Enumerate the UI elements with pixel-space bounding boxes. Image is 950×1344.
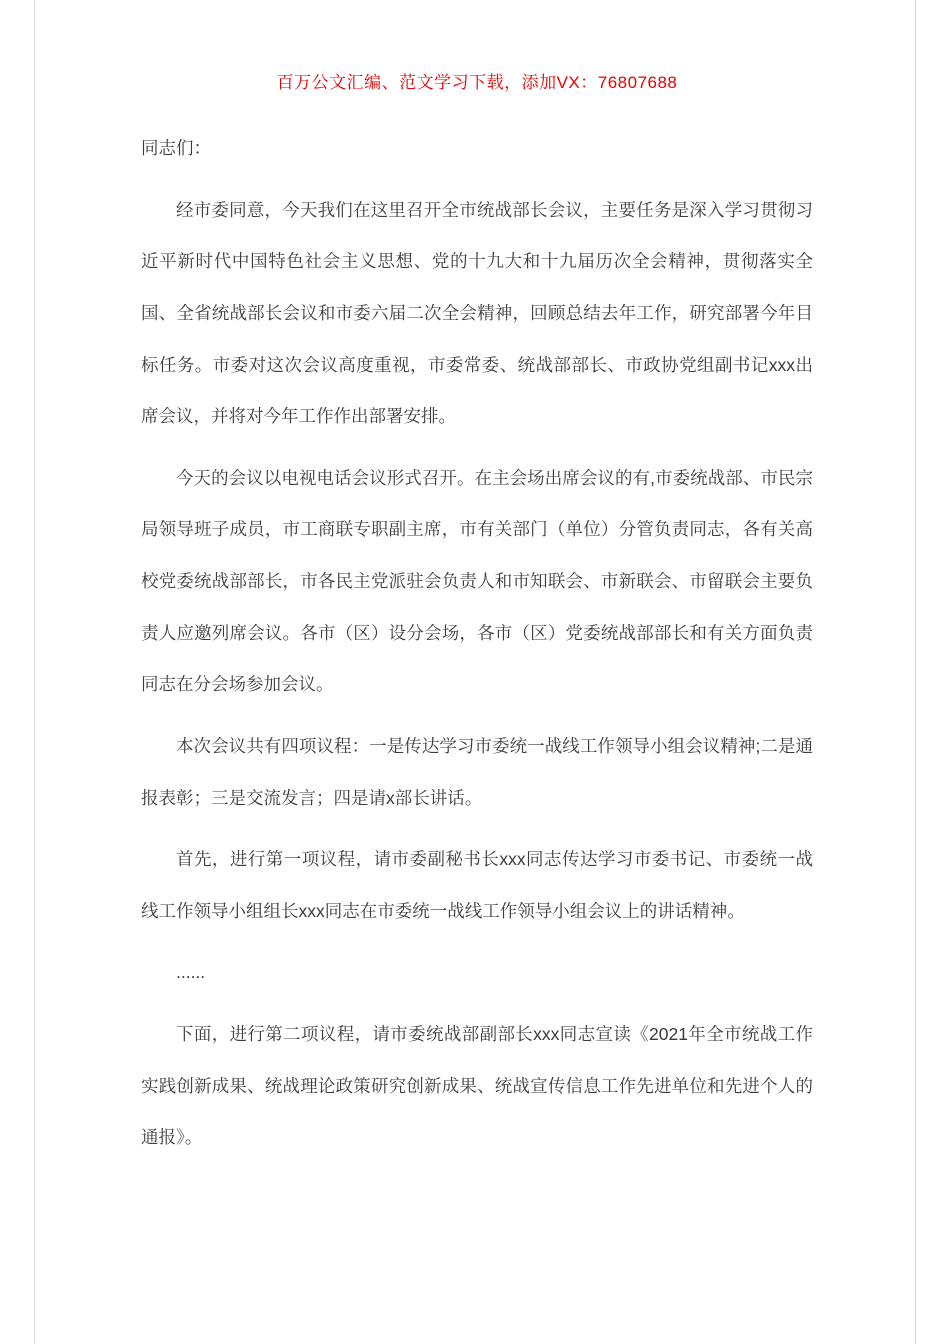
paragraph-first-agenda-item: 首先，进行第一项议程，请市委副秘书长xxx同志传达学习市委书记、市委统一战线工作领导小组组长xxx同志在市委统一战线工作领导小组会议上的讲话精神。	[141, 849, 813, 921]
paragraph-meeting-format: 今天的会议以电视电话会议形式召开。在主会场出席会议的有,市委统战部、市民宗局领导班子成员，市工商联专职副主席，市有关部门（单位）分管负责同志，各有关高校党委统战部部长，市各民主党派驻会负责人和市知联会、市新联会、市留联会主要负责人应邀列席会议。各市（区）设分会场，各市（区）党委统战部部长和有关方面负责同志在分会场参加会议。	[141, 467, 813, 695]
document-page	[34, 0, 916, 1344]
promo-header-text: 百万公文汇编、范文学习下载，添加VX：76807688	[276, 73, 678, 92]
salutation: 同志们：	[141, 138, 211, 158]
paragraph-agenda-overview: 本次会议共有四项议程：一是传达学习市委统一战线工作领导小组会议精神;二是通报表彰；三是交流发言；四是请x部长讲话。	[141, 735, 813, 808]
document-body	[141, 123, 813, 1164]
paragraph-second-agenda-item: 下面，进行第二项议程，请市委统战部副部长xxx同志宣读《2021年全市统战工作实践创新成果、统战理论政策研究创新成果、统战宣传信息工作先进单位和先进个人的通报》。	[141, 1024, 813, 1148]
paragraph-ellipsis: ......	[176, 962, 206, 983]
paragraph-meeting-purpose: 经市委同意，今天我们在这里召开全市统战部长会议，主要任务是深入学习贯彻习近平新时代中国特色社会主义思想、党的十九大和十九届历次全会精神，贯彻落实全国、全省统战部长会议和市委六届二次全会精神，回顾总结去年工作，研究部署今年目标任务。市委对这次会议高度重视，市委常委、统战部部长、市政协党组副书记xxx出席会议，并将对今年工作作出部署安排。	[141, 199, 813, 427]
